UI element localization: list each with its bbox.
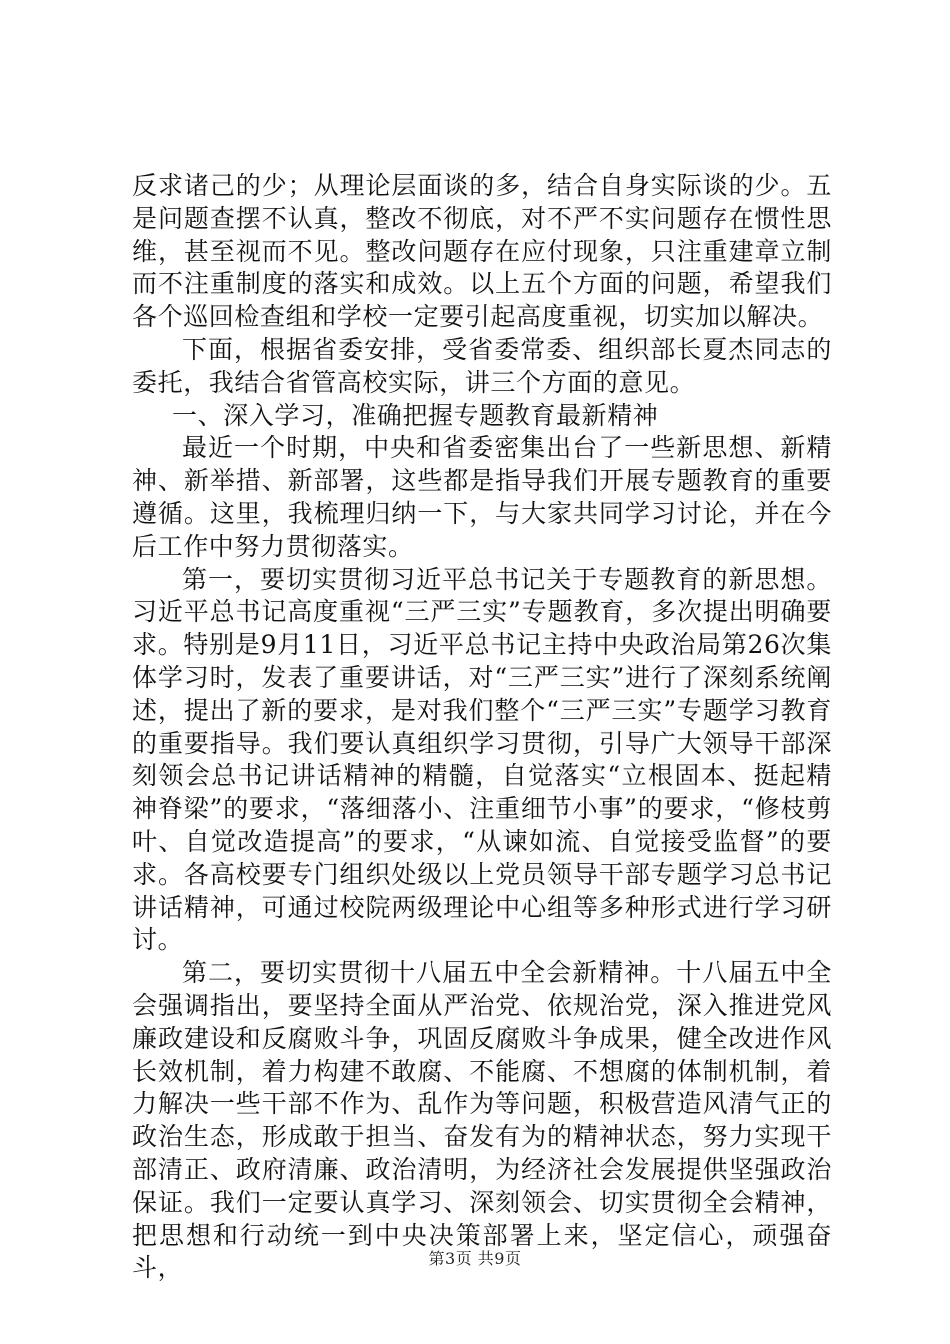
paragraph-intro: 下面，根据省委安排，受省委常委、组织部长夏杰同志的委托，我结合省管高校实际，讲三个方面的意见。 — [132, 334, 832, 397]
paragraph-continued: 反求诸己的少；从理论层面谈的多，结合自身实际谈的少。五是问题查摆不认真，整改不彻底，对不严不实问题存在惯性思维，甚至视而不见。整改问题存在应付现象，只注重建章立制而不注重制度的落实和成效。以上五个方面的问题，希望我们各个巡回检查组和学校一定要引起高度重视，切实加以解决。 — [132, 171, 832, 332]
paragraph-guidance: 最近一个时期，中央和省委密集出台了一些新思想、新精神、新举措、新部署，这些都是指导我们开展专题教育的重要遵循。这里，我梳理归纳一下，与大家共同学习讨论，并在今后工作中努力贯彻落实。 — [132, 433, 832, 561]
document-body — [132, 170, 832, 1285]
paragraph-point-two: 第二，要切实贯彻十八届五中全会新精神。十八届五中全会强调指出，要坚持全面从严治党、依规治党，深入推进党风廉政建设和反腐败斗争，巩固反腐败斗争成果，健全改进作风长效机制，着力构建不敢腐、不能腐、不想腐的体制机制，着力解决一些干部不作为、乱作为等问题，积极营造风清气正的政治生态，形成敢于担当、奋发有为的精神状态，努力实现干部清正、政府清廉、政治清明，为经济社会发展提供坚强政治保证。我们一定要认真学习、深刻领会、切实贯彻全会精神，把思想和行动统一到中央决策部署上来，坚定信心，顽强奋斗， — [132, 958, 832, 1283]
section-heading-1: 一、深入学习，准确把握专题教育最新精神 — [172, 400, 659, 430]
paragraph-point-one: 第一，要切实贯彻习近平总书记关于专题教育的新思想。习近平总书记高度重视“三严三实”专题教育，多次提出明确要求。特别是9月11日，习近平总书记主持中央政治局第26次集体学习时，发表了重要讲话，对“三严三实”进行了深刻系统阐述，提出了新的要求，是对我们整个“三严三实”专题学习教育的重要指导。我们要认真组织学习贯彻，引导广大领导干部深刻领会总书记讲话精神的精髓，自觉落实“立根固本、挺起精神脊梁”的要求，“落细落小、注重细节小事”的要求，“修枝剪叶、自觉改造提高”的要求，“从谏如流、自觉接受监督”的要求。各高校要专门组织处级以上党员领导干部专题学习总书记讲话精神，可通过校院两级理论中心组等多种形式进行学习研讨。 — [132, 564, 832, 955]
page-footer: 第3页 共9页 — [428, 1249, 522, 1268]
